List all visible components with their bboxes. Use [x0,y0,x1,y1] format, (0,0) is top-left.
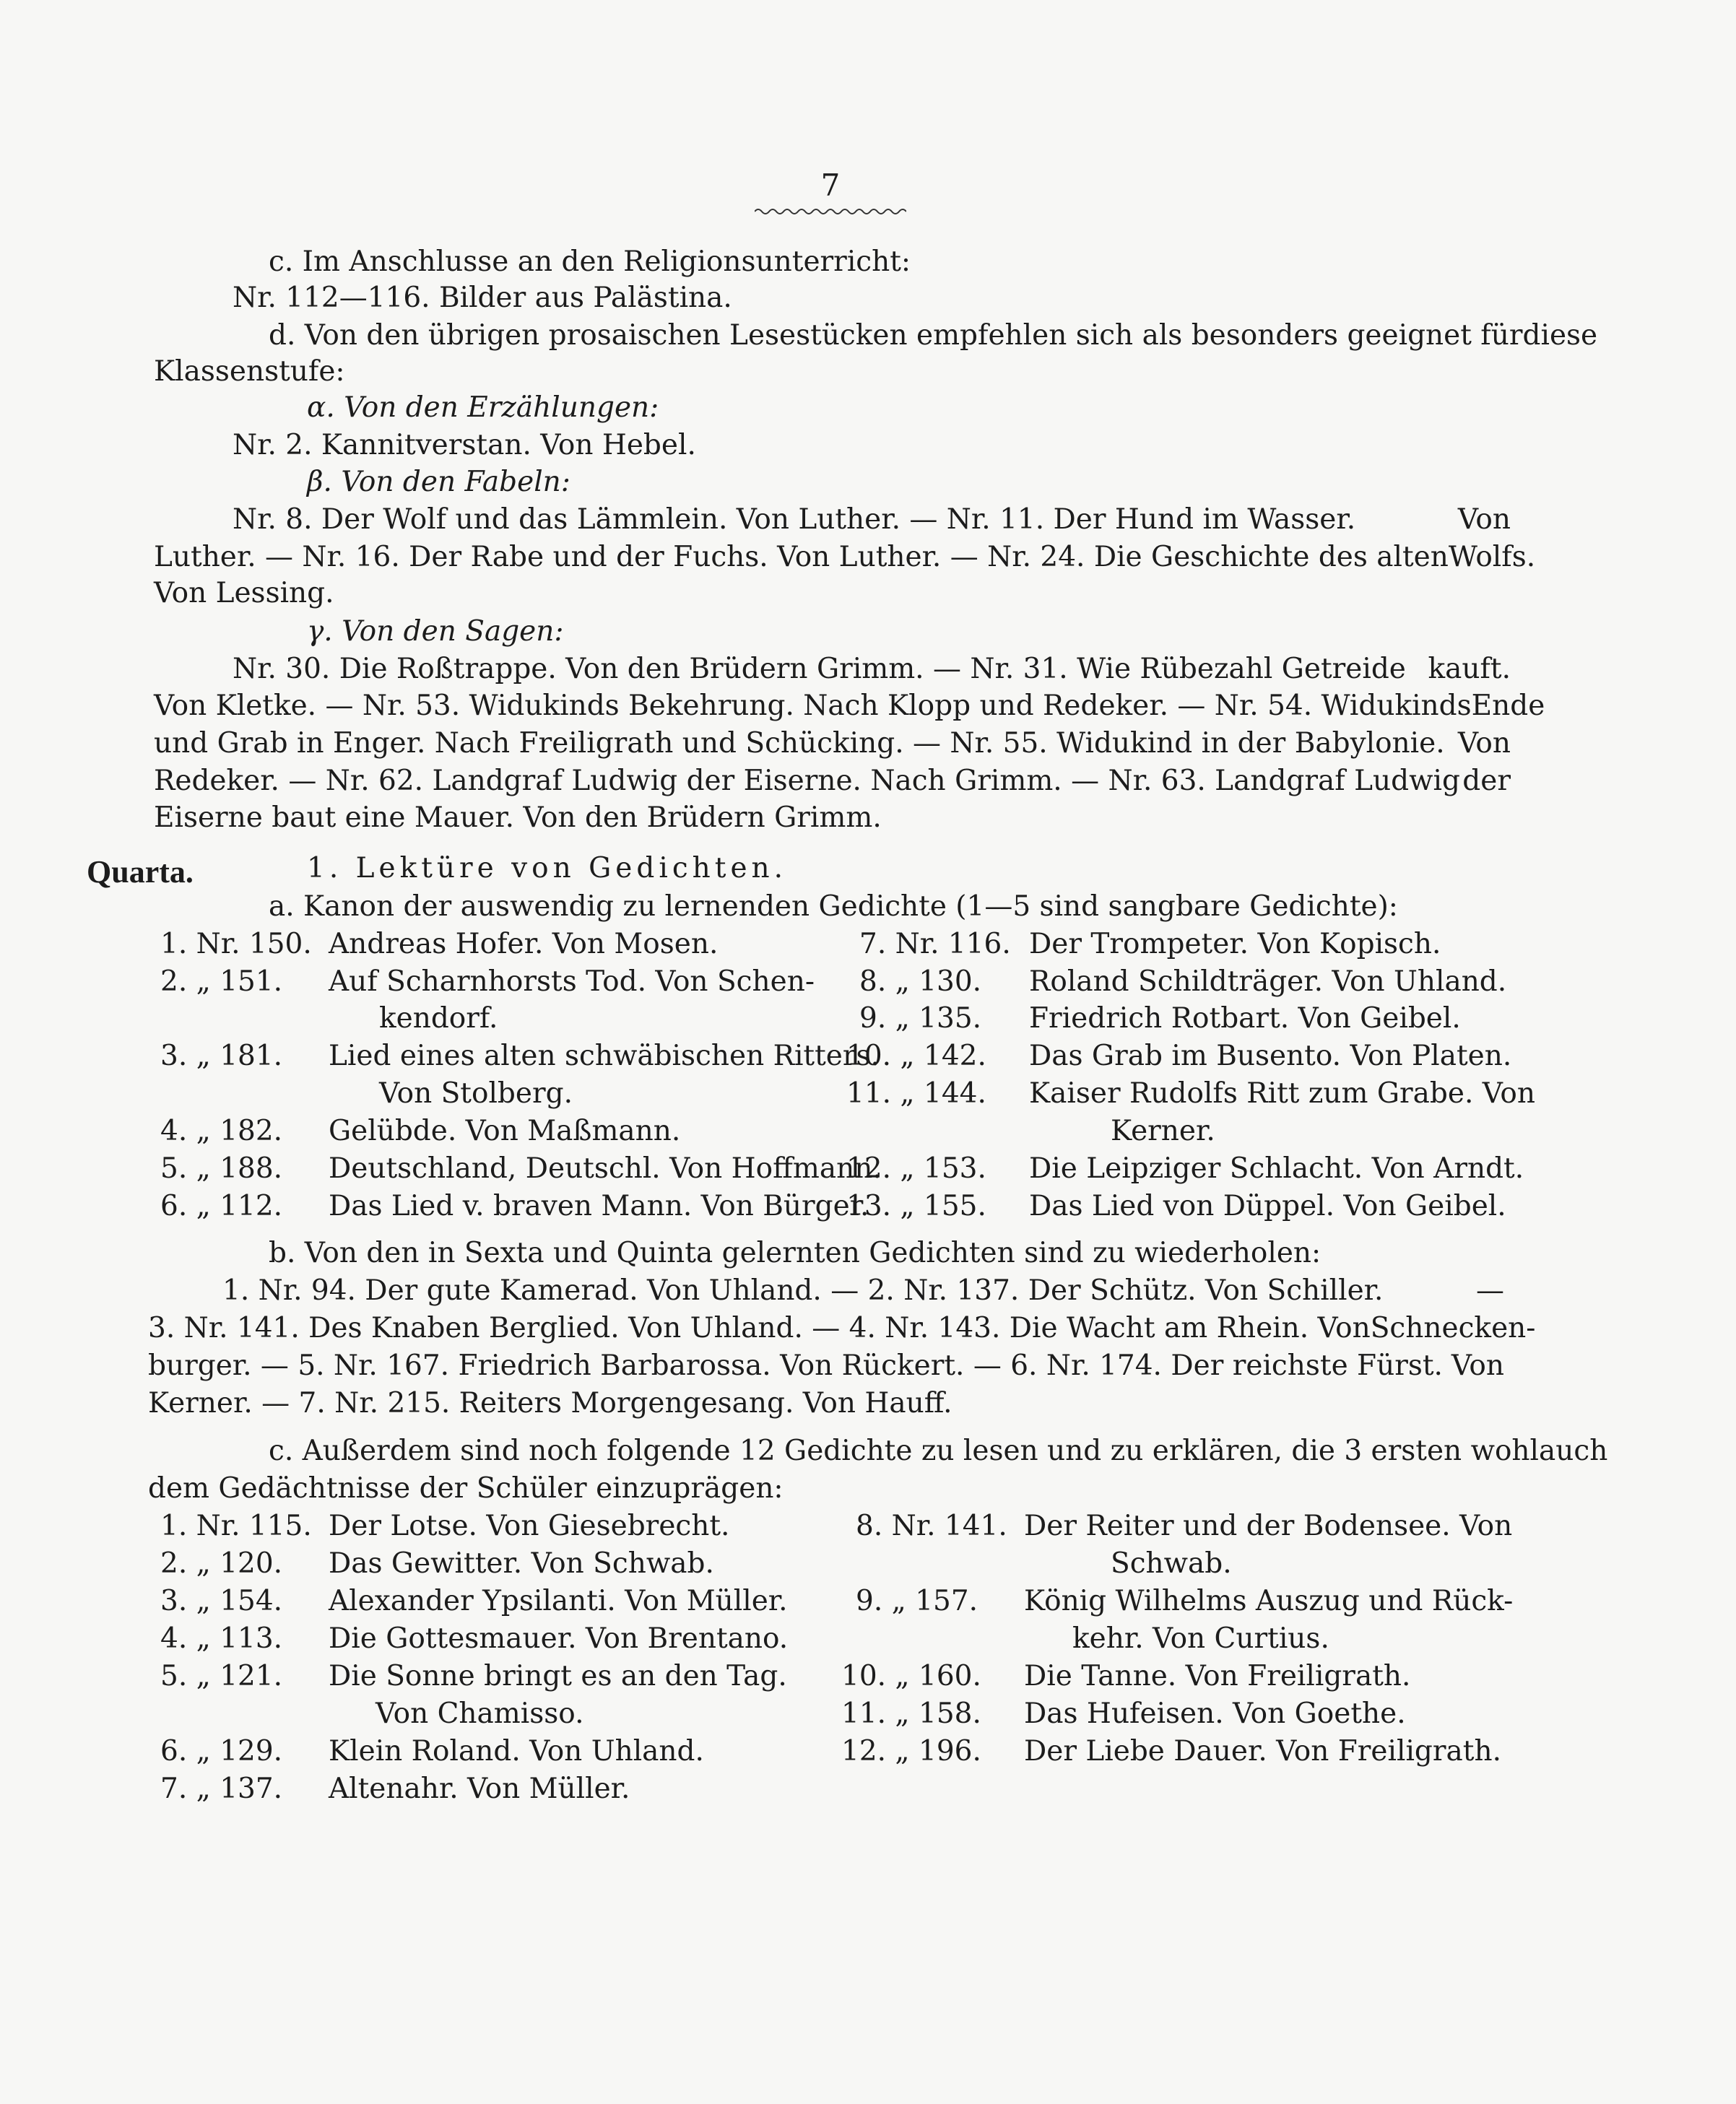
canon-right-title: Das Grab im Busento. Von Platen. [1029,1040,1512,1072]
gamma-line-1-end: kauft. [1428,653,1511,685]
extra-left-num: 1. Nr. 115. [160,1510,312,1542]
canon-left-title: Lied eines alten schwäbischen Ritters. [329,1040,880,1072]
canon-left-title: kendorf. [379,1002,498,1035]
page-number: 7 [820,168,841,203]
section-d-text-end: diese [1522,319,1598,352]
page-number-ornament [755,207,906,217]
canon-left-num: 3. „ 181. [160,1040,283,1072]
review-line-2 [148,1312,1536,1344]
review-line-1-end: — [1476,1274,1504,1307]
canon-left-num: 4. „ 182. [160,1115,283,1147]
extra-right-title: Der Reiter und der Bodensee. Von [1024,1510,1513,1542]
quarta-title: 1. Lektüre von Gedichten. [307,852,788,884]
canon-right-num: 12. „ 153. [846,1152,986,1185]
extra-right-num: 8. Nr. 141. [856,1510,1007,1542]
canon-right-title: Das Lied von Düppel. Von Geibel. [1029,1190,1506,1222]
canon-left-title: Das Lied v. braven Mann. Von Bürger. [329,1190,869,1222]
extra-left-title: Alexander Ypsilanti. Von Müller. [329,1585,788,1617]
gamma-line-4 [154,767,1511,795]
canon-right-num: 7. Nr. 116. [859,928,1011,960]
gamma-heading: γ. Von den Sagen: [307,615,564,648]
alpha-line: Nr. 2. Kannitverstan. Von Hebel. [233,429,696,461]
review-line-4: Kerner. — 7. Nr. 215. Reiters Morgengesang. Von Hauff. [148,1387,952,1420]
review-line-2-text: 3. Nr. 141. Des Knaben Berglied. Von Uhland. — 4. Nr. 143. Die Wacht am Rhein. Von [148,1312,1371,1344]
extra-left-title: Die Gottesmauer. Von Brentano. [329,1622,789,1655]
gamma-line-2-end: Ende [1471,690,1545,722]
section-d-text: d. Von den übrigen prosaischen Lesestücken empfehlen sich als besonders geeignet für [269,319,1523,352]
extra-line-1-end: auch [1539,1435,1608,1467]
review-heading: b. Von den in Sexta und Quinta gelernten Gedichten sind zu wiederholen: [269,1237,1321,1269]
extra-right-num: 10. „ 160. [841,1660,981,1692]
gamma-line-2-text: Von Kletke. — Nr. 53. Widukinds Bekehrung. Nach Klopp und Redeker. — Nr. 54. Widukinds [154,690,1472,722]
extra-left-title: Klein Roland. Von Uhland. [329,1735,704,1768]
extra-line-1 [269,1435,1608,1467]
section-c-heading: c. Im Anschlusse an den Religionsunterricht: [269,245,911,278]
extra-left-title: Das Gewitter. Von Schwab. [329,1547,714,1580]
canon-left-title: Gelübde. Von Maßmann. [329,1115,681,1147]
extra-left-num: 3. „ 154. [160,1585,283,1617]
beta-line-2 [154,541,1536,573]
canon-left-num: 1. Nr. 150. [160,928,312,960]
gamma-line-3-text: und Grab in Enger. Nach Freiligrath und Schücking. — Nr. 55. Widukind in der Babylonie. [154,727,1445,760]
review-line-3 [148,1349,1504,1382]
canon-right-title: Kerner. [1111,1115,1215,1147]
extra-right-num: 12. „ 196. [841,1735,981,1768]
extra-left-title: Von Chamisso. [376,1697,584,1730]
extra-left-num: 7. „ 137. [160,1773,283,1805]
beta-line-2-text: Luther. — Nr. 16. Der Rabe und der Fuchs. Von Luther. — Nr. 24. Die Geschichte des alten [154,541,1449,573]
extra-left-num: 4. „ 113. [160,1622,283,1655]
canon-left-title: Von Stolberg. [379,1077,573,1110]
extra-right-num: 11. „ 158. [841,1697,981,1730]
extra-left-title: Der Lotse. Von Giesebrecht. [329,1510,730,1542]
beta-line-1-end: Von [1457,503,1511,536]
extra-right-title: Das Hufeisen. Von Goethe. [1024,1697,1406,1730]
canon-heading: a. Kanon der auswendig zu lernenden Gedichte (1—5 sind sangbare Gedichte): [269,890,1398,923]
canon-right-num: 11. „ 144. [846,1077,986,1110]
gamma-line-3-end: Von [1457,727,1511,760]
canon-right-title: Friedrich Rotbart. Von Geibel. [1029,1002,1461,1035]
canon-left-num: 5. „ 188. [160,1152,283,1185]
gamma-line-1 [233,655,1511,683]
gamma-line-1-text: Nr. 30. Die Roßtrappe. Von den Brüdern Grimm. — Nr. 31. Wie Rübezahl Getreide [233,653,1406,685]
beta-heading: β. Von den Fabeln: [307,466,570,498]
canon-left-num: 6. „ 112. [160,1190,283,1222]
alpha-heading: α. Von den Erzählungen: [307,391,659,424]
beta-line-2-end: Wolfs. [1448,541,1536,573]
review-line-3-end: Von [1451,1349,1504,1382]
canon-left-title: Auf Scharnhorsts Tod. Von Schen- [329,965,815,998]
extra-right-title: kehr. Von Curtius. [1072,1622,1329,1655]
extra-left-title: Die Sonne bringt es an den Tag. [329,1660,787,1692]
extra-right-title: Der Liebe Dauer. Von Freiligrath. [1024,1735,1501,1768]
canon-right-title: Die Leipziger Schlacht. Von Arndt. [1029,1152,1524,1185]
canon-right-title: Der Trompeter. Von Kopisch. [1029,928,1441,960]
canon-left-title: Andreas Hofer. Von Mosen. [329,928,719,960]
canon-right-num: 8. „ 130. [859,965,982,998]
beta-line-1 [233,505,1511,534]
review-line-1 [222,1274,1504,1307]
gamma-line-5: Eiserne baut eine Mauer. Von den Brüdern Grimm. [154,801,882,834]
quarta-margin-label: Quarta. [87,854,194,890]
canon-right-num: 9. „ 135. [859,1002,982,1035]
gamma-line-4-end: der [1462,765,1511,797]
canon-right-num: 10. „ 142. [846,1040,986,1072]
canon-right-title: Kaiser Rudolfs Ritt zum Grabe. Von [1029,1077,1535,1110]
review-line-1-text: 1. Nr. 94. Der gute Kamerad. Von Uhland. — 2. Nr. 137. Der Schütz. Von Schiller. [222,1274,1384,1307]
extra-right-title: Die Tanne. Von Freiligrath. [1024,1660,1411,1692]
review-line-2-end: Schnecken- [1370,1312,1536,1344]
section-d-line-1 [269,319,1598,352]
extra-right-title: König Wilhelms Auszug und Rück- [1024,1585,1514,1617]
beta-line-3: Von Lessing. [154,577,334,609]
gamma-line-3 [154,727,1511,760]
extra-right-num: 9. „ 157. [856,1585,978,1617]
beta-line-1-text: Nr. 8. Der Wolf und das Lämmlein. Von Luther. — Nr. 11. Der Hund im Wasser. [233,503,1356,536]
extra-left-num: 5. „ 121. [160,1660,283,1692]
extra-left-num: 2. „ 120. [160,1547,283,1580]
extra-left-title: Altenahr. Von Müller. [329,1773,630,1805]
gamma-line-4-text: Redeker. — Nr. 62. Landgraf Ludwig der Eiserne. Nach Grimm. — Nr. 63. Landgraf Ludwig [154,765,1460,797]
section-c-line: Nr. 112—116. Bilder aus Palästina. [233,282,732,314]
extra-left-num: 6. „ 129. [160,1735,283,1768]
extra-line-1-text: c. Außerdem sind noch folgende 12 Gedichte zu lesen und zu erklären, die 3 ersten wohl [269,1435,1540,1467]
canon-left-title: Deutschland, Deutschl. Von Hoffmann. [329,1152,882,1185]
extra-line-2: dem Gedächtnisse der Schüler einzuprägen: [148,1472,784,1505]
canon-right-title: Roland Schildträger. Von Uhland. [1029,965,1507,998]
canon-right-num: 13. „ 155. [846,1190,986,1222]
canon-left-num: 2. „ 151. [160,965,283,998]
review-line-3-text: burger. — 5. Nr. 167. Friedrich Barbarossa. Von Rückert. — 6. Nr. 174. Der reichste Fürst. [148,1349,1443,1382]
gamma-line-2 [154,690,1545,722]
extra-right-title: Schwab. [1111,1547,1232,1580]
section-d-line-2: Klassenstufe: [154,355,345,388]
